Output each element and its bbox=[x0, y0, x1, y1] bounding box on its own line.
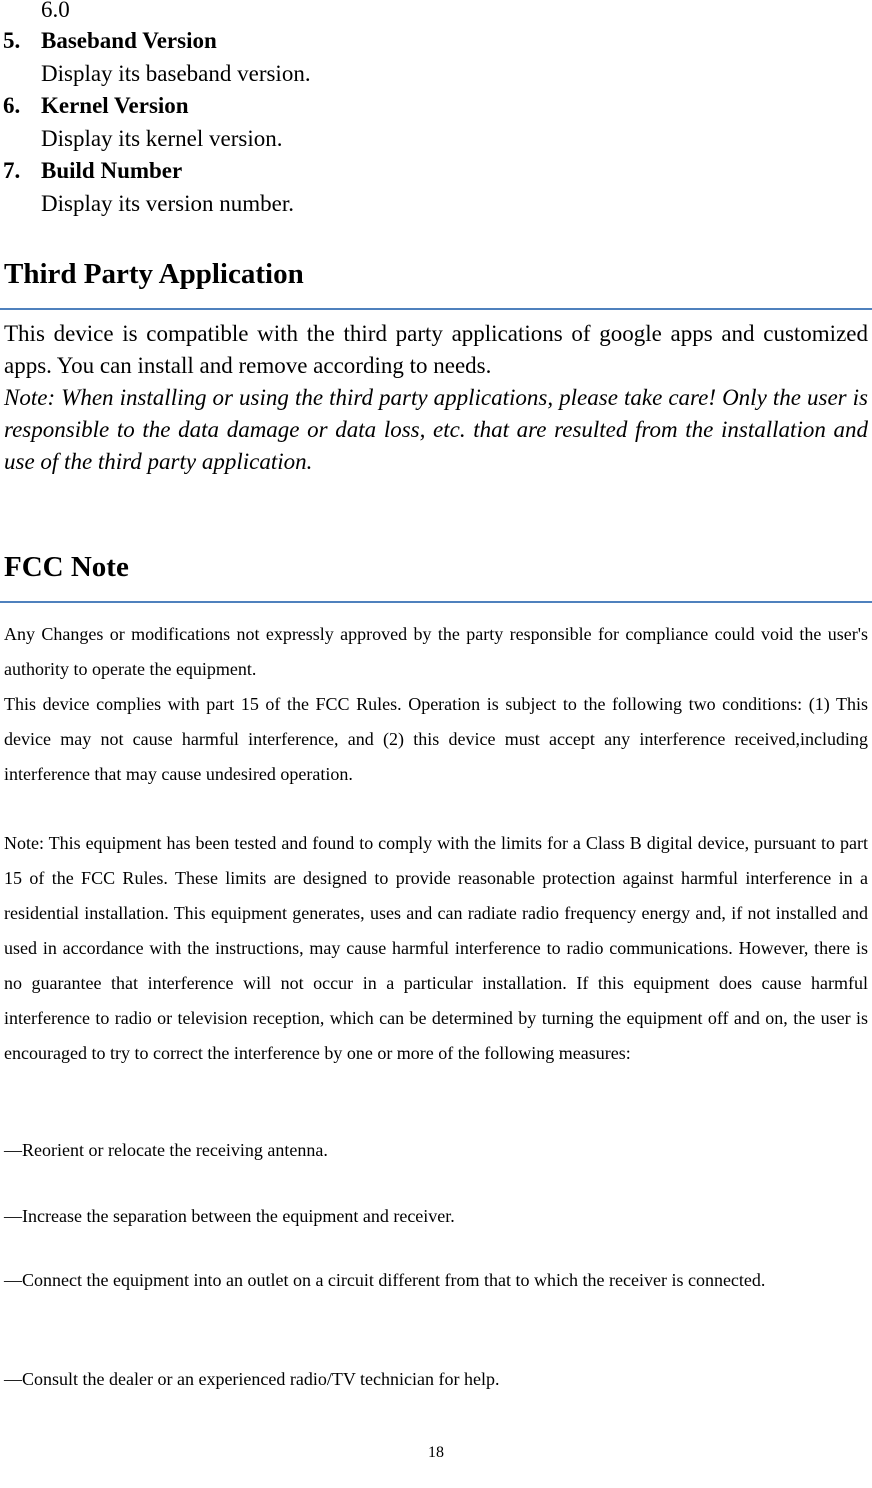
item-title-kernel-version: Kernel Version bbox=[41, 93, 189, 118]
fcc-measure-connect-outlet: —Connect the equipment into an outlet on a circuit different from that to which the receiver is connected. bbox=[4, 1270, 766, 1290]
item-desc-build-number: Display its version number. bbox=[41, 191, 294, 216]
fcc-paragraph-compliance: This device complies with part 15 of the FCC Rules. Operation is subject to the following two conditions: (1) This device may not cause harmful interference, and (2) this device must accept any interference received,including interference that may cause undesired operation. bbox=[4, 694, 868, 784]
fcc-measure-increase-separation: —Increase the separation between the equipment and receiver. bbox=[4, 1206, 455, 1226]
third-party-body: This device is compatible with the third party applications of google apps and customized apps. You can install and remove according to needs. bbox=[4, 321, 868, 378]
fcc-heading: FCC Note bbox=[4, 551, 129, 583]
page-number: 18 bbox=[428, 1444, 444, 1461]
item-title-build-number: Build Number bbox=[41, 158, 183, 183]
third-party-divider bbox=[0, 308, 872, 310]
item-number-kernel: 6. bbox=[3, 93, 21, 118]
fcc-paragraph-modifications: Any Changes or modifications not expressly approved by the party responsible for compliance could void the user's authority to operate the equipment. bbox=[4, 624, 868, 679]
item-title-baseband-version: Baseband Version bbox=[41, 28, 217, 53]
version-fragment: 6.0 bbox=[41, 0, 70, 22]
fcc-paragraph-class-b-note: Note: This equipment has been tested and found to comply with the limits for a Class B digital device, pursuant to part 15 of the FCC Rules. These limits are designed to provide reasonable protection against harmful interference in a residential installation. This equipment generates, uses and can radiate radio frequency energy and, if not installed and used in accordance with the instructions, may cause harmful interference to radio communications. However, there is no guarantee that interference will not occur in a particular installation. If this equipment does cause harmful interference to radio or television reception, which can be determined by turning the equipment off and on, the user is encouraged to try to correct the interference by one or more of the following measures: bbox=[4, 833, 868, 1063]
third-party-heading: Third Party Application bbox=[4, 258, 304, 290]
fcc-divider bbox=[0, 601, 872, 603]
item-number-build: 7. bbox=[3, 158, 21, 183]
third-party-note: Note: When installing or using the third party applications, please take care! Only the user is responsible to the data damage or data loss, etc. that are resulted from the installation and use of the third party application. bbox=[4, 385, 868, 474]
item-desc-baseband-version: Display its baseband version. bbox=[41, 61, 311, 86]
fcc-measure-reorient: —Reorient or relocate the receiving antenna. bbox=[4, 1140, 328, 1160]
fcc-measure-consult-dealer: —Consult the dealer or an experienced radio/TV technician for help. bbox=[4, 1369, 500, 1389]
item-number-baseband: 5. bbox=[3, 28, 21, 53]
item-desc-kernel-version: Display its kernel version. bbox=[41, 126, 283, 151]
